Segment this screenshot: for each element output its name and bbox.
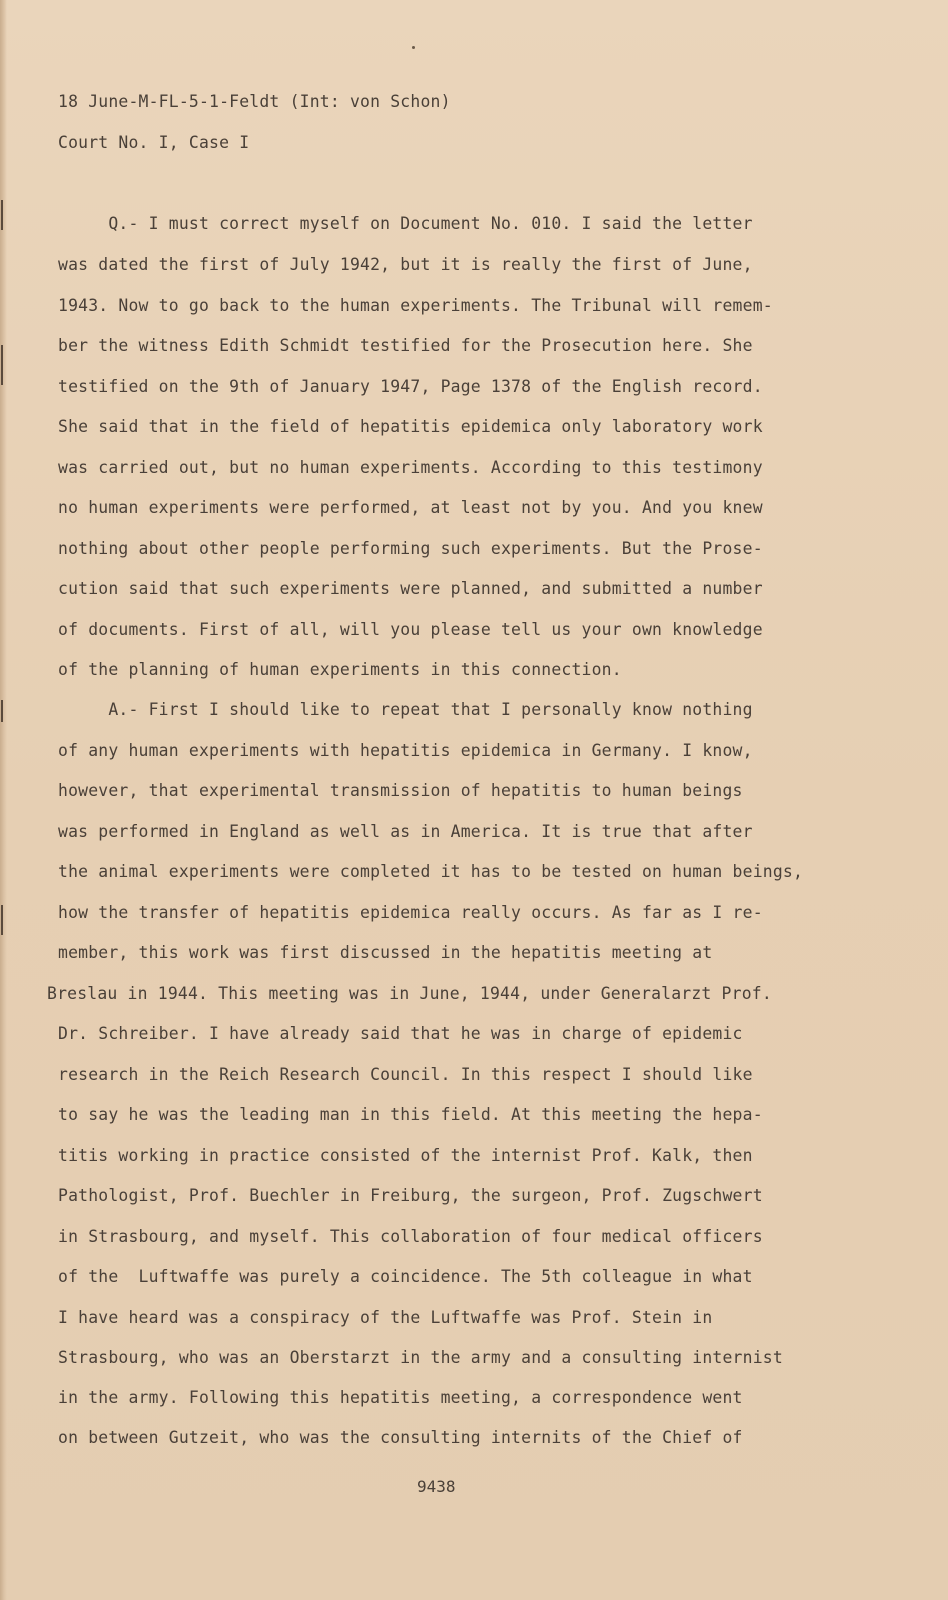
body-line: 1943. Now to go back to the human experiments. The Tribunal will remem- [58,296,773,315]
body-line: was performed in England as well as in America. It is true that after [58,822,753,841]
edge-mark [1,905,3,935]
body-line: of documents. First of all, will you please tell us your own knowledge [58,620,763,639]
body-line: Pathologist, Prof. Buechler in Freiburg, the surgeon, Prof. Zugschwert [58,1186,763,1205]
body-line: Q.- I must correct myself on Document No. 010. I said the letter [58,214,753,233]
body-line: on between Gutzeit, who was the consulting internits of the Chief of [58,1428,743,1447]
body-line: Dr. Schreiber. I have already said that he was in charge of epidemic [58,1024,743,1043]
body-line: titis working in practice consisted of the internist Prof. Kalk, then [58,1146,753,1165]
body-line: in Strasbourg, and myself. This collaboration of four medical officers [58,1227,763,1246]
header-line-2: Court No. I, Case I [58,133,250,152]
body-line: Strasbourg, who was an Oberstarzt in the army and a consulting internist [58,1348,783,1367]
edge-mark [1,700,3,722]
body-line: to say he was the leading man in this field. At this meeting the hepa- [58,1105,763,1124]
body-line: of the planning of human experiments in this connection. [58,660,622,679]
body-line: I have heard was a conspiracy of the Luftwaffe was Prof. Stein in [58,1308,713,1327]
body-line: however, that experimental transmission of hepatitis to human beings [58,781,743,800]
header-line-1: 18 June-M-FL-5-1-Feldt (Int: von Schon) [58,92,451,111]
body-line: ber the witness Edith Schmidt testified for the Prosecution here. She [58,336,753,355]
page-number: 9438 [417,1477,456,1496]
body-line: She said that in the field of hepatitis epidemica only laboratory work [58,417,763,436]
edge-mark [1,345,3,385]
body-line: of any human experiments with hepatitis epidemica in Germany. I know, [58,741,753,760]
body-line: Breslau in 1944. This meeting was in June, 1944, under Generalarzt Prof. [47,984,772,1003]
page-edge [0,0,7,1600]
body-line: cution said that such experiments were planned, and submitted a number [58,579,763,598]
paper-speck [412,46,415,49]
body-line: research in the Reich Research Council. In this respect I should like [58,1065,753,1084]
body-line: was dated the first of July 1942, but it is really the first of June, [58,255,753,274]
body-line: A.- First I should like to repeat that I personally know nothing [58,700,753,719]
body-line: no human experiments were performed, at least not by you. And you knew [58,498,763,517]
body-line: how the transfer of hepatitis epidemica really occurs. As far as I re- [58,903,763,922]
body-line: testified on the 9th of January 1947, Page 1378 of the English record. [58,377,763,396]
body-line: of the Luftwaffe was purely a coincidence. The 5th colleague in what [58,1267,753,1286]
body-line: in the army. Following this hepatitis meeting, a correspondence went [58,1388,743,1407]
body-line: the animal experiments were completed it has to be tested on human beings, [58,862,804,881]
edge-mark [1,200,3,230]
body-line: member, this work was first discussed in the hepatitis meeting at [58,943,713,962]
body-line: nothing about other people performing such experiments. But the Prose- [58,539,763,558]
body-line: was carried out, but no human experiments. According to this testimony [58,458,763,477]
